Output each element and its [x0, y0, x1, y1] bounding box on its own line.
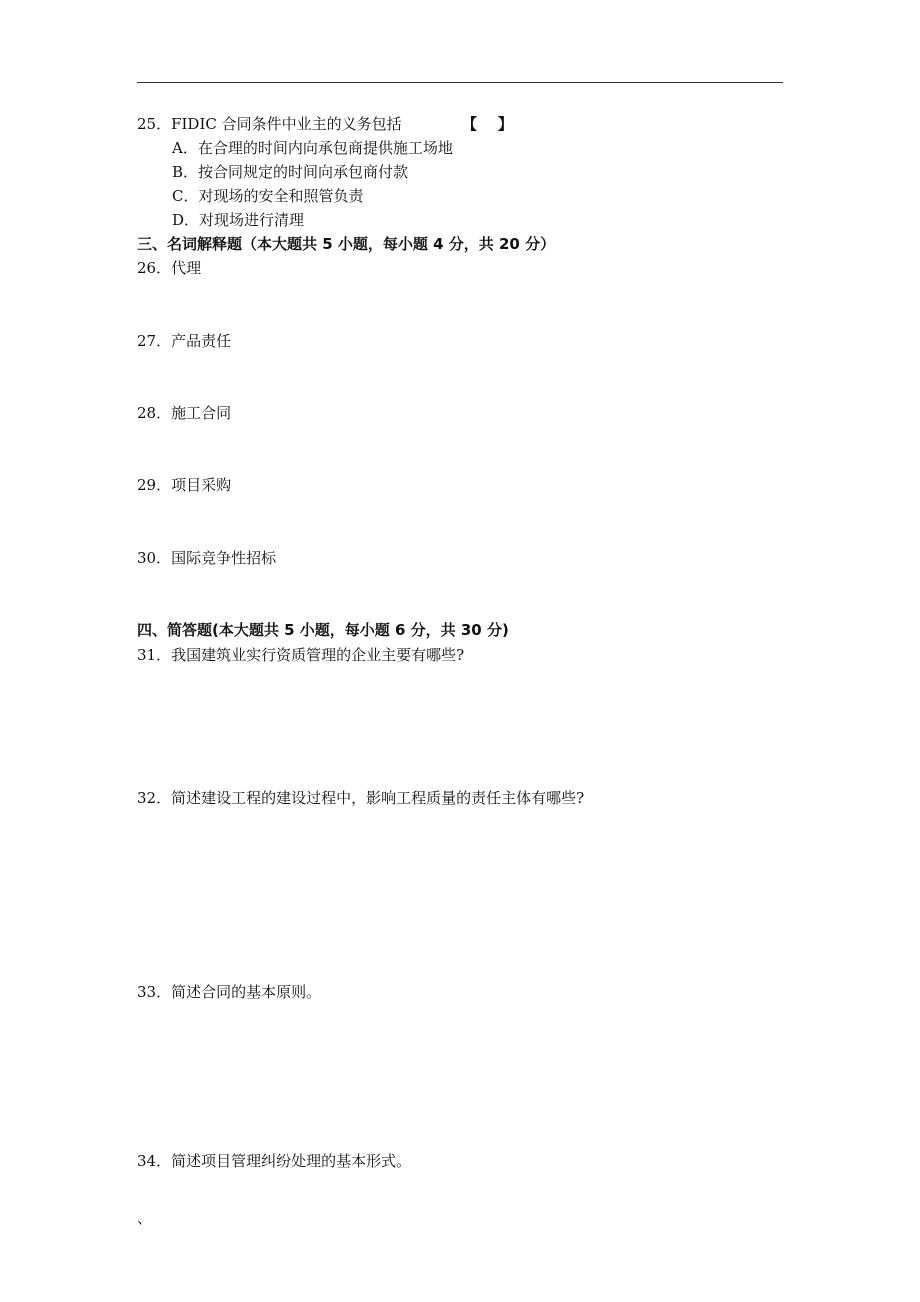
section-3-heading: 三、名词解释题（本大题共 5 小题，每小题 4 分，共 20 分）: [137, 235, 556, 253]
trailing-mark: 、: [137, 1209, 153, 1227]
question-34: 34．简述项目管理纠纷处理的基本形式。: [137, 1152, 412, 1170]
question-33: 33．简述合同的基本原则。: [137, 983, 322, 1001]
question-28: 28．施工合同: [137, 404, 232, 422]
question-25-stem: 25．FIDIC 合同条件中业主的义务包括: [137, 115, 402, 133]
question-32: 32．简述建设工程的建设过程中，影响工程质量的责任主体有哪些?: [137, 789, 585, 807]
option-a: A．在合理的时间内向承包商提供施工场地: [172, 139, 453, 157]
option-b: B．按合同规定的时间向承包商付款: [172, 163, 409, 181]
question-29: 29．项目采购: [137, 476, 232, 494]
option-d: D．对现场进行清理: [172, 211, 305, 229]
header-rule: [137, 82, 783, 83]
question-31: 31．我国建筑业实行资质管理的企业主要有哪些?: [137, 646, 465, 664]
question-27: 27．产品责任: [137, 332, 232, 350]
option-c: C．对现场的安全和照管负责: [172, 187, 364, 205]
question-26: 26．代理: [137, 259, 202, 277]
question-30: 30．国际竞争性招标: [137, 549, 277, 567]
section-4-heading: 四、简答题(本大题共 5 小题，每小题 6 分，共 30 分): [137, 621, 509, 639]
answer-bracket: 【 】: [462, 115, 513, 133]
